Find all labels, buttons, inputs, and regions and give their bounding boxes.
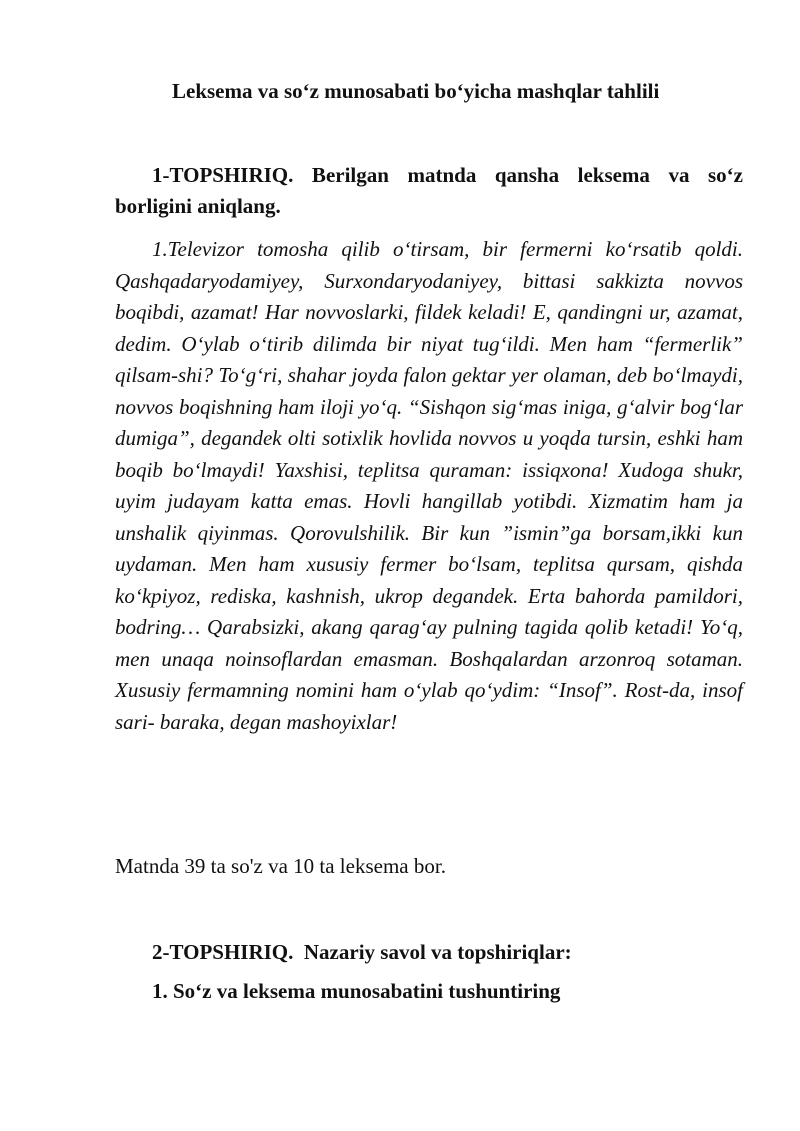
task-1-passage: 1.Televizor tomosha qilib o‘tirsam, bir fermerni ko‘rsatib qoldi. Qashqadaryodamiyey, Surxondaryodaniyey, bittasi sakkizta novvos boqibdi, azamat! Har novvoslarki, fildek keladi! E, qandingni ur, azamat, dedim. O‘ylab o‘tirib dilimda bir niyat tug‘ildi. Men ham “fermerlik” qilsam-shi? To‘g‘ri, shahar joyda falon gektar yer olaman, deb bo‘lmaydi, novvos boqishning ham iloji yo‘q. “Sishqon sig‘mas iniga, g‘alvir bog‘lar dumiga”, degandek olti sotixlik hovlida novvos u yoqda tursin, eshki ham boqib bo‘lmaydi! Yaxshisi, teplitsa quraman: issiqxona! Xudoga shukr, uyim judayam katta emas. Hovli hangillab yotibdi. Xizmatim ham ja unshalik qiyinmas. Qorovulshilik. Bir kun ”ismin”ga borsam,ikki kun uydaman. Men ham xususiy fermer bo‘lsam, teplitsa qursam, qishda ko‘kpiyoz, rediska, kashnish, ukrop degandek. Erta bahorda pamildori, bodring… Qarabsizki, akang qarag‘ay pulning tagida qolib ketadi! Yo‘q, men unaqa noinsoflardan emasman. Boshqalardan arzonroq sotaman. Xususiy fermamning nomini ham o‘ylab qo‘ydim: “Insof”. Rost-da, insof sari- baraka, degan mashoyixlar! (115, 237, 743, 734)
task-1-answer: Matnda 39 ta so'z va 10 ta leksema bor. (115, 854, 446, 878)
document-title: Leksema va so‘z munosabati bo‘yicha mashqlar tahlili (172, 79, 660, 103)
task-1-heading: 1-TOPSHIRIQ. Berilgan matnda qansha leksema va so‘z borligini aniqlang. (115, 163, 743, 218)
task-2-heading: 2-TOPSHIRIQ. Nazariy savol va topshiriqlar: (152, 940, 572, 964)
task-2-question: 1. So‘z va leksema munosabatini tushuntiring (152, 979, 561, 1003)
